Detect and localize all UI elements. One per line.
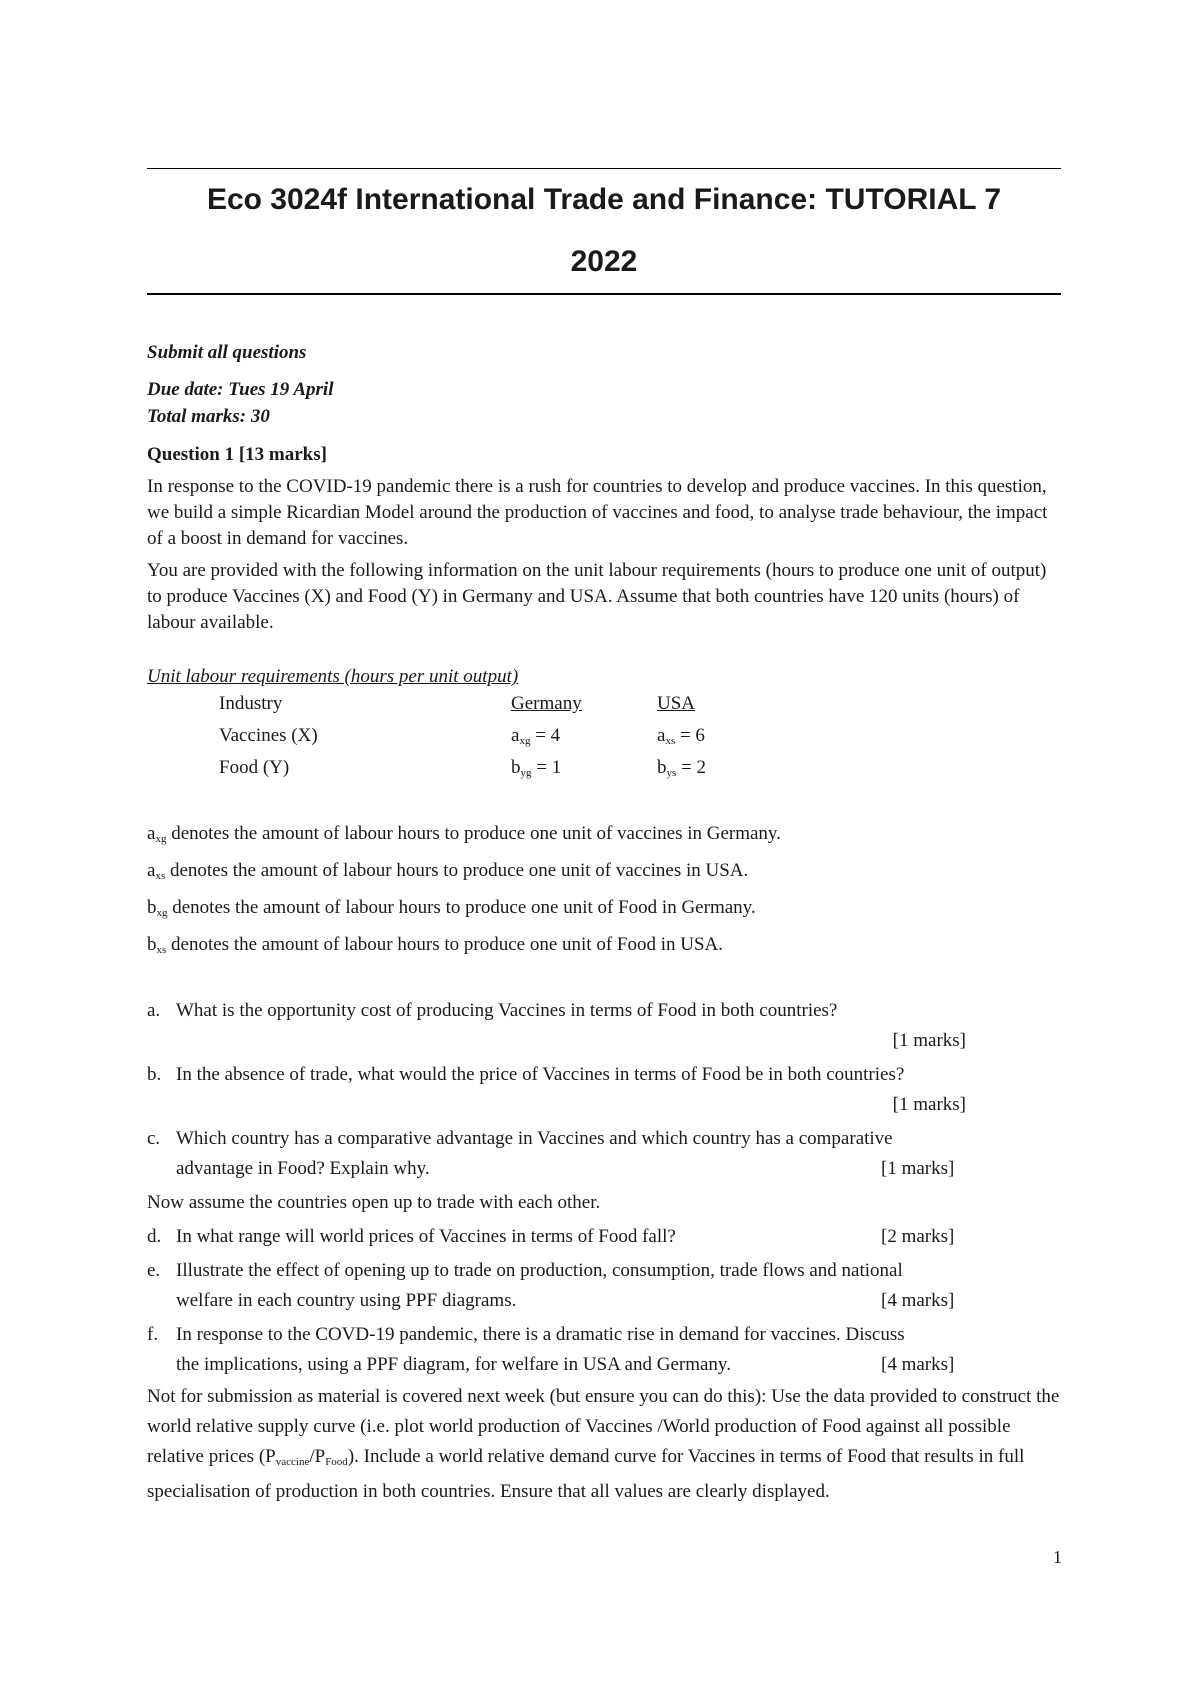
usa-cell: $a_{xs} = 6$ (657, 725, 705, 747)
marks-c: [1 marks] (881, 1158, 955, 1179)
definition-item: $a_{xs}$ denotes the amount of labour hours to produce one unit of vaccines in USA. (147, 860, 749, 882)
table-row (219, 720, 757, 752)
question-1-info: You are provided with the following information on the unit labour requirements (hours to produce one unit of output) to produce Vaccines (X) and Food (Y) in Germany and USA. Assume that both countries have 120 units (hours) of labour available. (147, 560, 1047, 633)
definition-item: $b_{xg}$ denotes the amount of labour hours to produce one unit of Food in Germany. (147, 897, 756, 919)
title-line-2: 2022 (570, 245, 638, 278)
industry-cell: Vaccines (X) (219, 725, 318, 746)
header-industry: Industry (219, 693, 283, 714)
marks-d: [2 marks] (881, 1226, 955, 1247)
header-germany: Germany (511, 693, 582, 714)
question-item-e: e. Illustrate the effect of opening up to trade on production, consumption, trade flows and national welfare in each country using PPF diagrams. [4 marks] (147, 1256, 1061, 1316)
due-date: Due date: Tues 19 April (147, 379, 334, 400)
table-title: Unit labour requirements (hours per unit output) (147, 666, 519, 687)
page-number: 1 (1053, 1547, 1062, 1567)
open-trade-note: Now assume the countries open up to trade with each other. (147, 1192, 601, 1213)
table-header-row (219, 688, 757, 720)
industry-cell: Food (Y) (219, 757, 290, 778)
usa-cell: $b_{ys} = 2$ (657, 757, 706, 779)
question-1-heading: Question 1 [13 marks] (147, 444, 327, 465)
germany-cell: $a_{xg} = 4$ (511, 725, 561, 747)
question-item-a: a. What is the opportunity cost of producing Vaccines in terms of Food in both countries? (147, 1000, 838, 1021)
question-item-f: f. In response to the COVD-19 pandemic, there is a dramatic rise in demand for vaccines. Discuss the implications, using a PPF diagram, for welfare in USA and Germany. [4 marks] (147, 1320, 1061, 1380)
question-item-b: b. In the absence of trade, what would the price of Vaccines in terms of Food be in both countries? (147, 1064, 905, 1085)
submit-note: Submit all questions (147, 342, 307, 363)
header-usa: USA (657, 693, 696, 714)
definitions-list (147, 818, 1061, 966)
germany-cell: $b_{yg} = 1$ (511, 757, 562, 779)
marks-a: [1 marks] (892, 1030, 966, 1051)
question-item-d: d. In what range will world prices of Vaccines in terms of Food fall? [2 marks] (147, 1222, 1061, 1252)
marks-e: [4 marks] (881, 1290, 955, 1311)
total-marks: Total marks: 30 (147, 406, 270, 427)
extension-note: Not for submission as material is covered next week (but ensure you can do this): Use the data provided to construct the world relative supply curve (i.e. plot world production of Vaccines /World production of Food against all possible relative prices $(P_{vaccine}/P_{Food})$. Include a world relative demand curve for Vaccines in terms of Food that results in full specialisation of production in both countries. Ensure that all values are clearly displayed. (147, 1386, 1060, 1502)
question-item-c: c. Which country has a comparative advantage in Vaccines and which country has a comparative advantage in Food? Explain why. [1 marks] (147, 1124, 1061, 1184)
labour-requirements-table (219, 688, 757, 784)
marks-b: [1 marks] (892, 1094, 966, 1115)
definition-item: $b_{xs}$ denotes the amount of labour hours to produce one unit of Food in USA. (147, 934, 724, 956)
definition-item: $a_{xg}$ denotes the amount of labour hours to produce one unit of vaccines in Germany. (147, 823, 781, 845)
table-row (219, 752, 757, 784)
marks-f: [4 marks] (881, 1354, 955, 1375)
document-page (147, 168, 1061, 1507)
question-1-intro: In response to the COVID-19 pandemic there is a rush for countries to develop and produce vaccines. In this question, we build a simple Ricardian Model around the production of vaccines and food, to analyse trade behaviour, the impact of a boost in demand for vaccines. (147, 476, 1048, 549)
title-line-1: Eco 3024f International Trade and Finance: TUTORIAL 7 (206, 183, 1002, 216)
